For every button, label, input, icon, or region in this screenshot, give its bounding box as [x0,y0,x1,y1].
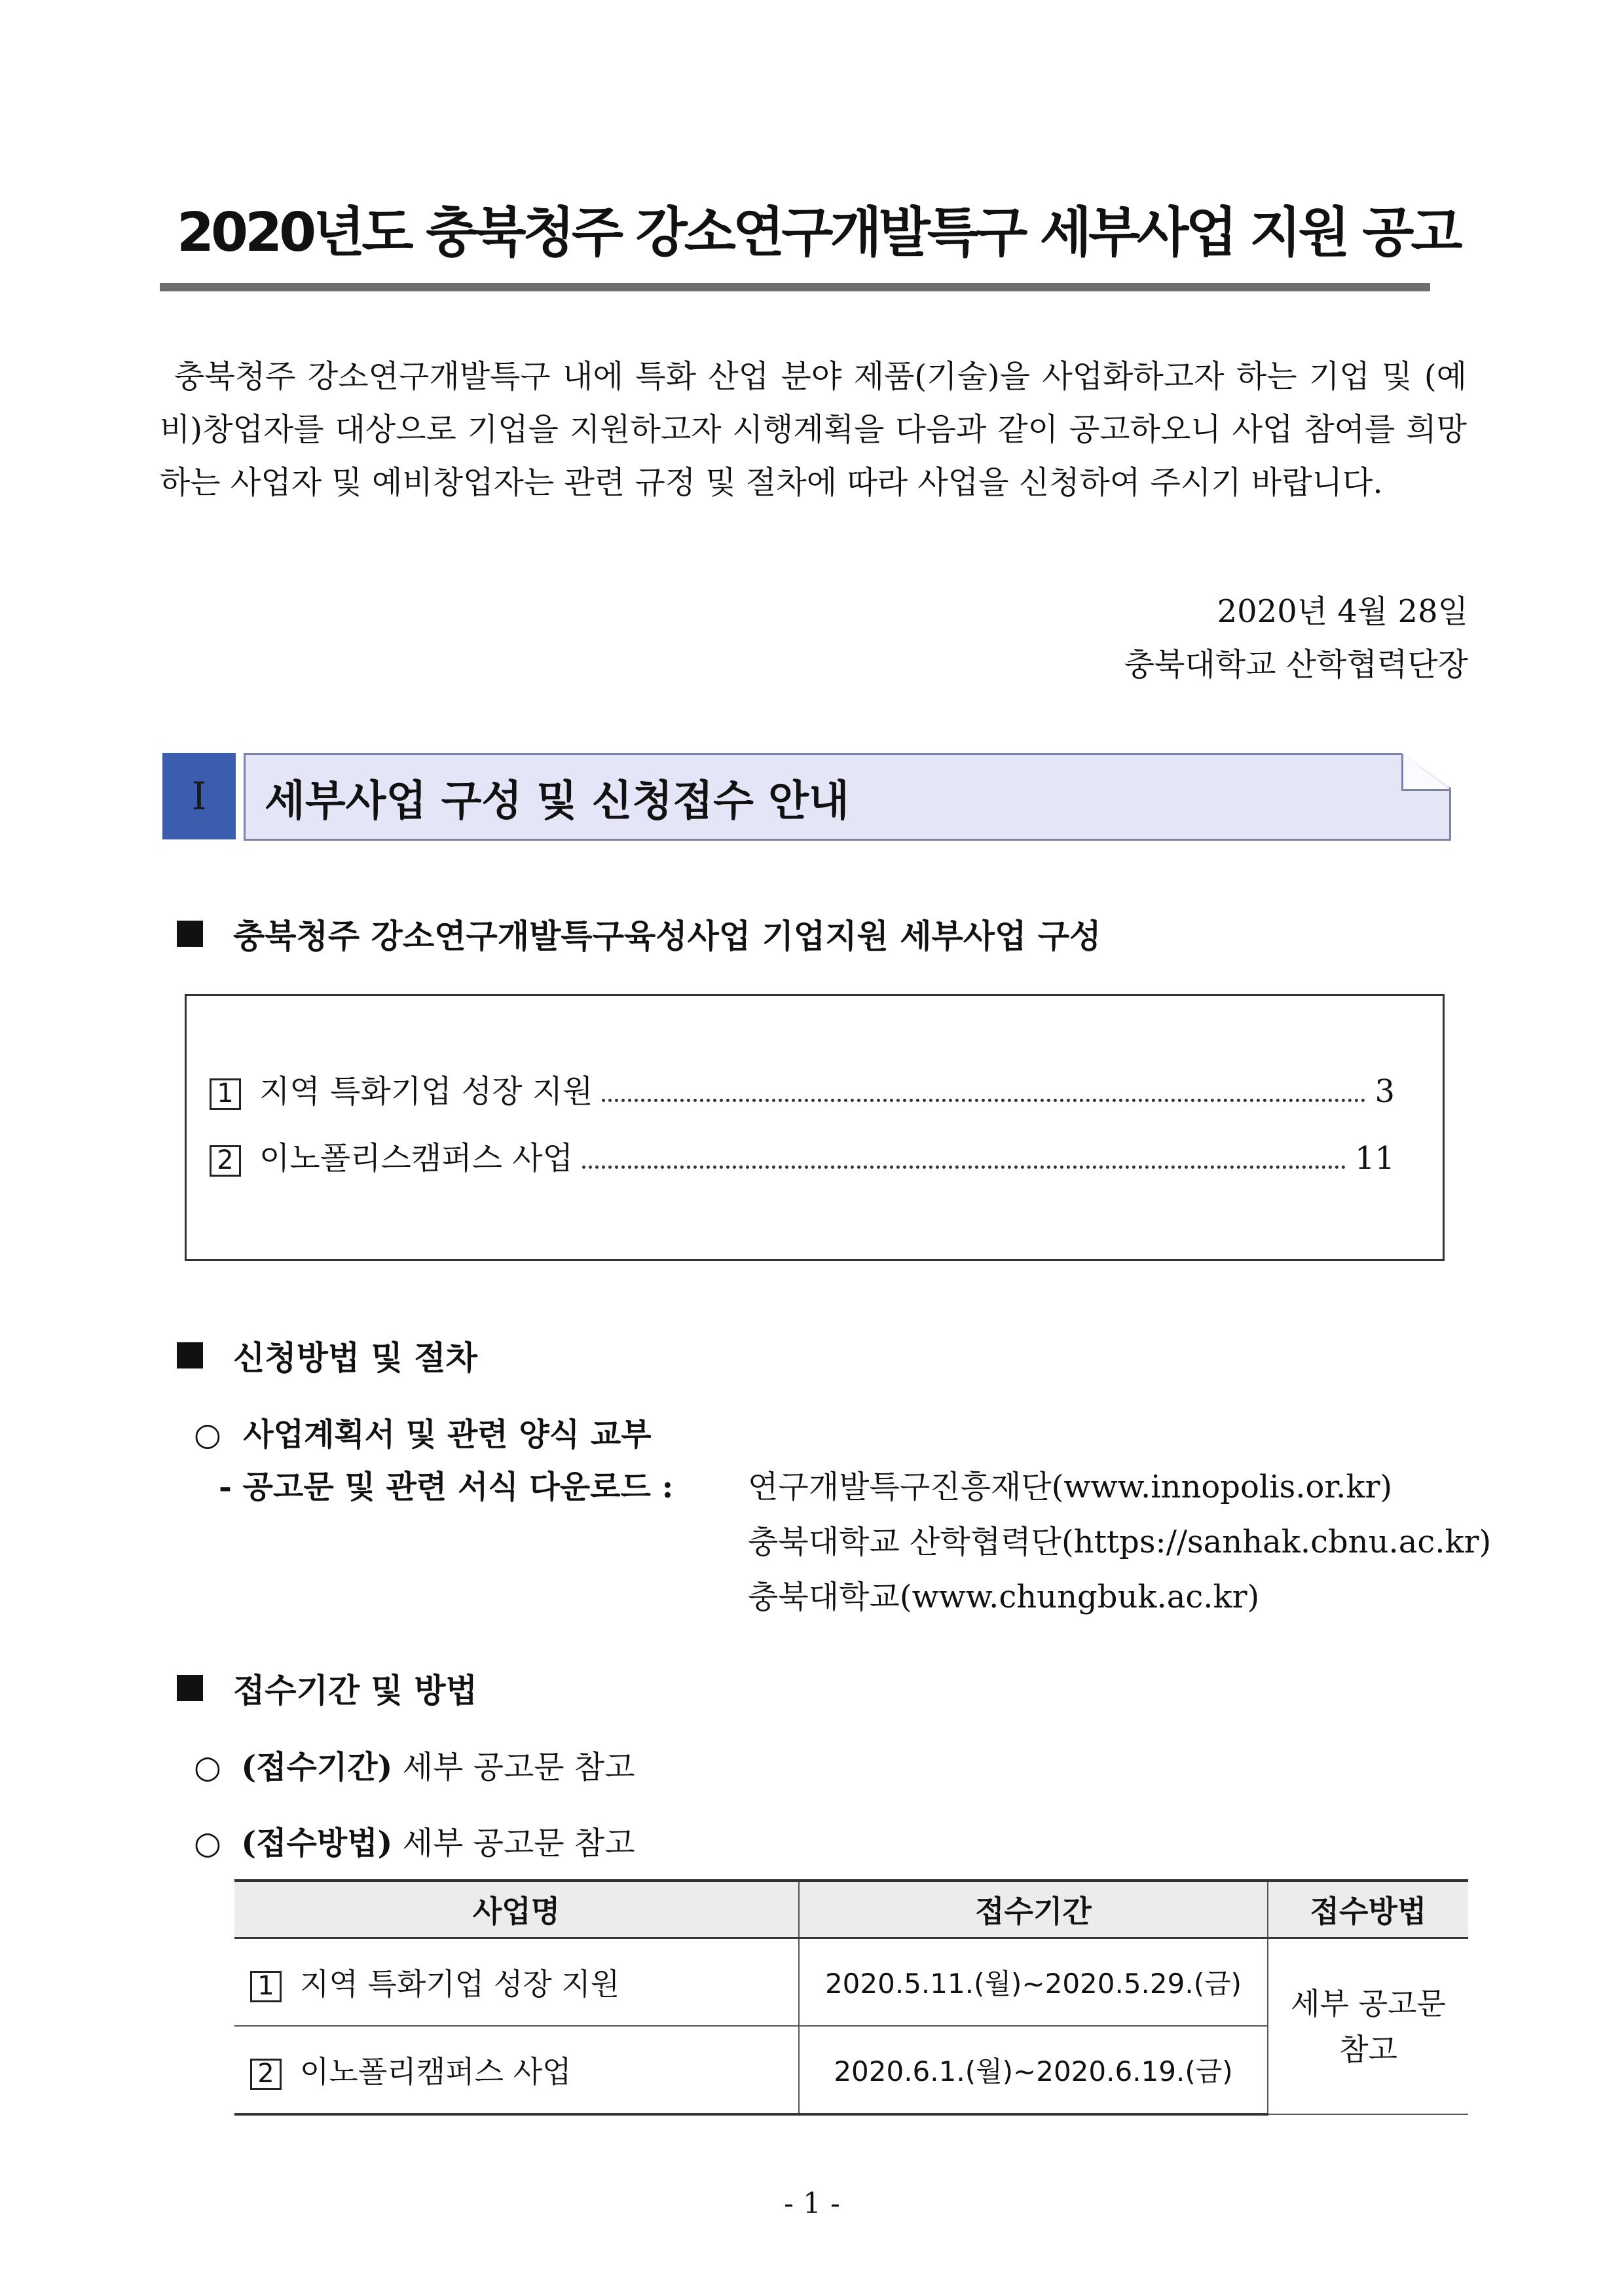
period-cell: 2020.6.1.(월)~2020.6.19.(금) [799,2026,1268,2114]
period-cell: 2020.5.11.(월)~2020.5.29.(금) [799,1938,1268,2027]
table-header-row [234,1881,1468,1938]
item-number-box: 1 [250,1971,282,2002]
reception-period-value: 세부 공고문 참고 [402,1749,635,1786]
toc-item-label: 지역 특화기업 성장 지원 [259,1073,593,1110]
toc-page-number: 11 [1354,1140,1395,1177]
column-header: 사업명 [234,1881,799,1938]
circle-bullet-icon: ○ [194,1416,221,1453]
item-number-box: 1 [210,1078,241,1110]
item-number-box: 2 [210,1145,241,1177]
item-number-box: 2 [250,2059,282,2090]
download-label: - 공고문 및 관련 서식 다운로드 : [219,1469,674,1505]
method-line: 세부 공고문 [1291,1985,1446,2021]
toc-page-number: 3 [1375,1073,1395,1110]
page-number: - 1 - [784,2187,840,2220]
reception-table [234,1879,1468,2116]
column-header: 접수방법 [1268,1881,1468,1938]
reception-method-line [194,1818,635,1863]
form-bullet-text: 사업계획서 및 관련 양식 교부 [243,1416,652,1453]
column-header: 접수기간 [799,1881,1268,1938]
circle-bullet-icon: ○ [194,1749,221,1786]
square-bullet-icon [177,921,203,947]
form-bullet [194,1409,652,1454]
application-heading [177,1332,477,1379]
program-name: 지역 특화기업 성장 지원 [300,1966,620,2002]
section-title: 세부사업 구성 및 신청접수 안내 [265,777,849,826]
composition-heading [177,910,1101,957]
announcement-date: 2020년 4월 28일 [1217,593,1468,630]
method-line: 참고 [1339,2031,1397,2067]
toc-item-label: 이노폴리스캠퍼스 사업 [259,1140,573,1177]
program-name-cell [234,2026,799,2114]
method-cell [1268,1938,1468,2115]
toc-item[interactable] [210,1066,1395,1111]
toc-leader-dots [602,1099,1365,1102]
composition-heading-text: 충북청주 강소연구개발특구육성사업 기업지원 세부사업 구성 [233,917,1101,955]
title-underline [160,283,1430,291]
download-site-link[interactable]: 충북대학교 산학협력단(https://sanhak.cbnu.ac.kr) [748,1524,1492,1560]
reception-heading [177,1664,477,1712]
section-number: Ⅰ [162,753,236,839]
square-bullet-icon [177,1342,203,1368]
download-site-link[interactable]: 연구개발특구진흥재단(www.innopolis.or.kr) [748,1469,1393,1505]
square-bullet-icon [177,1675,203,1701]
reception-period-label: (접수기간) [241,1749,393,1786]
table-row [234,1938,1468,2027]
reception-method-label: (접수방법) [241,1825,393,1862]
issuing-organization: 충북대학교 산학협력단장 [1124,646,1468,683]
toc-leader-dots [582,1166,1346,1169]
reception-period-line [194,1742,635,1787]
application-heading-text: 신청방법 및 절차 [233,1338,477,1377]
program-name: 이노폴리캠퍼스 사업 [300,2054,572,2089]
reception-method-value: 세부 공고문 참고 [402,1825,635,1862]
intro-paragraph: 충북청주 강소연구개발특구 내에 특화 산업 분야 제품(기술)을 사업화하고자 하는 기업 및 (예비)창업자를 대상으로 기업을 지원하고자 시행계획을 다음과 같이 공고하오니 사업 참여를 희망하는 사업자 및 예비창업자는 관련 규정 및 절차에 따라 사업을 신청하여 주시기 바랍니다. [160,358,1467,501]
circle-bullet-icon: ○ [194,1825,221,1862]
document-title: 2020년도 충북청주 강소연구개발특구 세부사업 지원 공고 [177,202,1460,264]
download-site-link[interactable]: 충북대학교(www.chungbuk.ac.kr) [748,1579,1260,1615]
toc-item[interactable] [210,1133,1395,1178]
program-name-cell [234,1938,799,2027]
reception-heading-text: 접수기간 및 방법 [233,1671,477,1710]
toc-box [185,994,1445,1261]
